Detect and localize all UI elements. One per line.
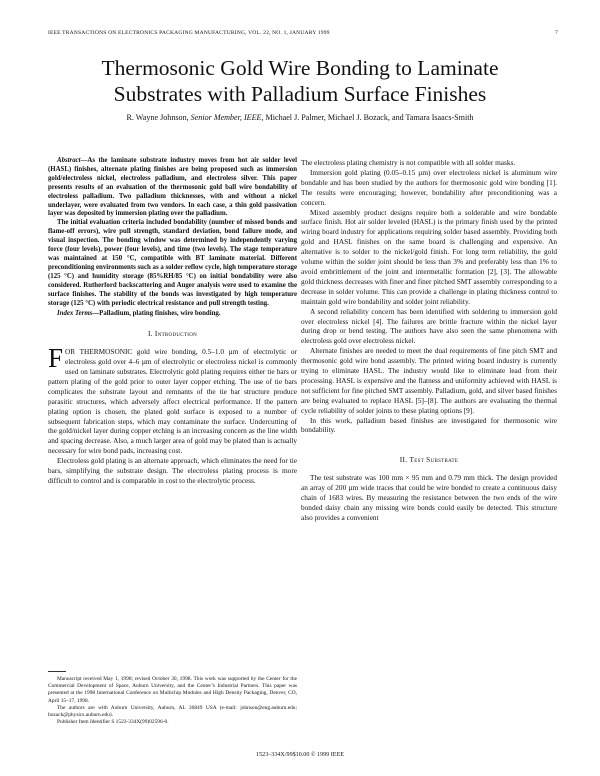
intro-text-1: OR THERMOSONIC gold wire bonding, 0.5–1.0 µm of electrolytic or electroless gold over 4–6 µm of electrolytic or electroless nickel is commonly used on laminate substrates. Electrolytic gold plating requires either tie bars or pattern plating of the gold prior to outer layer copper etching. The use of tie bars complicates the substrate layout and remnants of the tie bar structure produce parasitic structures, which adversely affect electrical performance. If the pattern plating option is chosen, the plated gold surface is exposed to a number of subsequent fabrication steps, which may contaminate the surface. Undercutting of the gold/nickel layer during copper etching is an increasing concern as the line width and spacing decrease. Also, a much larger area of gold may be plated than is actually necessary for wire bond pads, increasing cost.	[48, 347, 297, 456]
intro-paragraph-7: Alternate finishes are needed to meet the dual requirements of fine pitch SMT and thermosonic gold wire bond assembly. The printed wiring board industry is currently trying to eliminate HASL. The industry would like to eliminate lead from their processing. HASL is expensive and the flatness and uniformity achieved with HASL is not sufficient for fine pitched SMT assembly. Palladium, gold, and silver based finishes are being evaluated to replace HASL [5]–[8]. The authors are evaluating the thermal cycle reliability of solder joints to these plating options [9].	[301, 346, 557, 415]
footnote-identifier: Publisher Item Identifier S 1523-334X(99)02596-0.	[57, 719, 169, 726]
running-head	[48, 30, 558, 40]
intro-paragraph-2: Electroless gold plating is an alternate approach, which eliminates the need for tie bars, simplifying the substrate design. The electroless plating process is more difficult to control and is comparable in cost to the electrolytic process.	[48, 456, 297, 485]
footnote-affiliation: The authors are with Auburn University, Auburn, AL 36849 USA (e-mail: johnson@eng.auburn.edu; bozack@physics.auburn.edu).	[48, 704, 297, 719]
drop-cap: F	[48, 343, 64, 374]
intro-paragraph-1	[48, 343, 297, 456]
intro-paragraph-8: In this work, palladium based finishes are investigated for thermosonic wire bondability.	[301, 415, 557, 435]
section-1-number: I.	[147, 329, 153, 339]
abstract-paragraph-1	[48, 157, 297, 219]
first-author-membership: Senior Member, IEEE,	[190, 113, 264, 122]
page-number: 7	[555, 30, 558, 36]
abstract-text-1: As the laminate substrate industry moves from hot air solder level (HASL) finishes, alternate plating finishes are being proposed such as immersion gold/electroless nickel, electroless palladium, and electroless silver. This paper presents results of an evaluation of the thermosonic gold ball wire bondability of electroless palladium. Two palladium thicknesses, with and without a nickel underlayer, were evaluated from two vendors. In each case, a thin gold passivation layer was deposited by immersion plating over the palladium.	[48, 157, 297, 218]
section-2-heading	[301, 455, 557, 465]
first-author: R. Wayne Johnson,	[126, 113, 189, 122]
abstract-paragraph-2: The initial evaluation criteria included bondability (number of missed bonds and flame-off errors), wire pull strength, standard deviation, bond failure mode, and visual inspection. The bonding window was determined by independently varying force (four levels), power (four levels), and time (two levels). The stage temperature was maintained at 150 °C, compatible with BT laminate material. Different preconditioning environments such as a solder reflow cycle, high temperature storage (125 °C) and humidity storage (85%RH/85 °C) on initial bondability were also considered. Rutherford backscattering and Auger analysis were used to examine the surface finishes. The stability of the bonds was investigated by high temperature storage (125 °C) with periodic electrical resistance and pull strength testing.	[48, 219, 297, 307]
title-line-2: Substrates with Palladium Surface Finishes	[113, 82, 487, 106]
copyright-footer: 1523–334X/99$10.00 © 1999 IEEE	[256, 752, 344, 758]
section-2-name: Test Substrate	[409, 455, 459, 465]
section-2-number: II.	[399, 455, 408, 465]
substrate-paragraph-1: The test substrate was 100 mm × 95 mm and 0.79 mm thick. The design provided an array of 200 µm wide traces that could be wire bonded to create a continuous daisy chain of 1683 wires. By measuring the resistance between the two ends of the wire bonded daisy chain any missing wire bonds could easily be detected. This structure also provides a convenient	[301, 473, 557, 522]
index-terms	[48, 310, 297, 319]
abstract-label: Abstract—	[57, 157, 88, 164]
intro-paragraph-5: Mixed assembly product designs require both a solderable and wire bondable surface finish. Hot air solder leveled (HASL) is the primary finish used by the printed wiring board industry for applications requiring solder based assembly. Providing both gold and HASL finishes on the same board is challenging and expensive. An alternative is to solder to the nickel/gold finish. For long term reliability, the gold volume within the solder joint should be less than 3% and preferably less than 1% to avoid embrittlement of the joint and intermetallic formation [2], [3]. The allowable gold thickness decreases with finer and finer pitched SMT assembly corresponding to a decrease in solder volume. This can provide a challenge in plating thickness control to maintain gold wire bondability and solder joint reliability.	[301, 207, 557, 306]
left-column	[48, 157, 297, 486]
footnote-manuscript: Manuscript received May 1, 1998; revised October 30, 1998. This work was supported by the Center for the Commercial Development of Space, Auburn University, and the Center’s Industrial Partners. This paper was presented at the 1998 International Conference on Multichip Modules and High Density Packaging, Denver, CO, April 15–17, 1998.	[48, 676, 297, 704]
section-1-name: Introduction	[154, 329, 198, 339]
journal-name: IEEE TRANSACTIONS ON ELECTRONICS PACKAGING MANUFACTURING, VOL. 22, NO. 1, JANUARY 1999	[48, 30, 330, 36]
footnote	[48, 676, 297, 726]
footnote-rule	[48, 671, 66, 672]
intro-paragraph-6: A second reliability concern has been identified with soldering to immersion gold over electroless nickel [4]. The failures are brittle fracture within the nickel layer during drop or bend testing. The authors have also seen the same phenomena with electroless gold over electroless nickel.	[301, 306, 557, 346]
paper-title	[30, 55, 570, 107]
section-1-heading	[48, 329, 297, 339]
author-line	[30, 113, 570, 122]
right-column	[301, 158, 557, 523]
index-terms-label: Index Terms—	[57, 310, 100, 318]
index-terms-text: Palladium, plating finishes, wire bonding.	[99, 310, 221, 318]
title-line-1: Thermosonic Gold Wire Bonding to Laminate	[101, 56, 499, 80]
intro-paragraph-3: The electroless plating chemistry is not compatible with all solder masks.	[301, 158, 516, 167]
other-authors: Michael J. Palmer, Michael J. Bozack, and Tamara Isaacs-Smith	[265, 113, 474, 122]
intro-paragraph-4: Immersion gold plating (0.05–0.15 µm) over electroless nickel is aluminum wire bondable and has been studied by the authors for thermosonic gold wire bonding [1]. The results were encouraging; however, bondability after preconditioning was a concern.	[301, 167, 557, 207]
